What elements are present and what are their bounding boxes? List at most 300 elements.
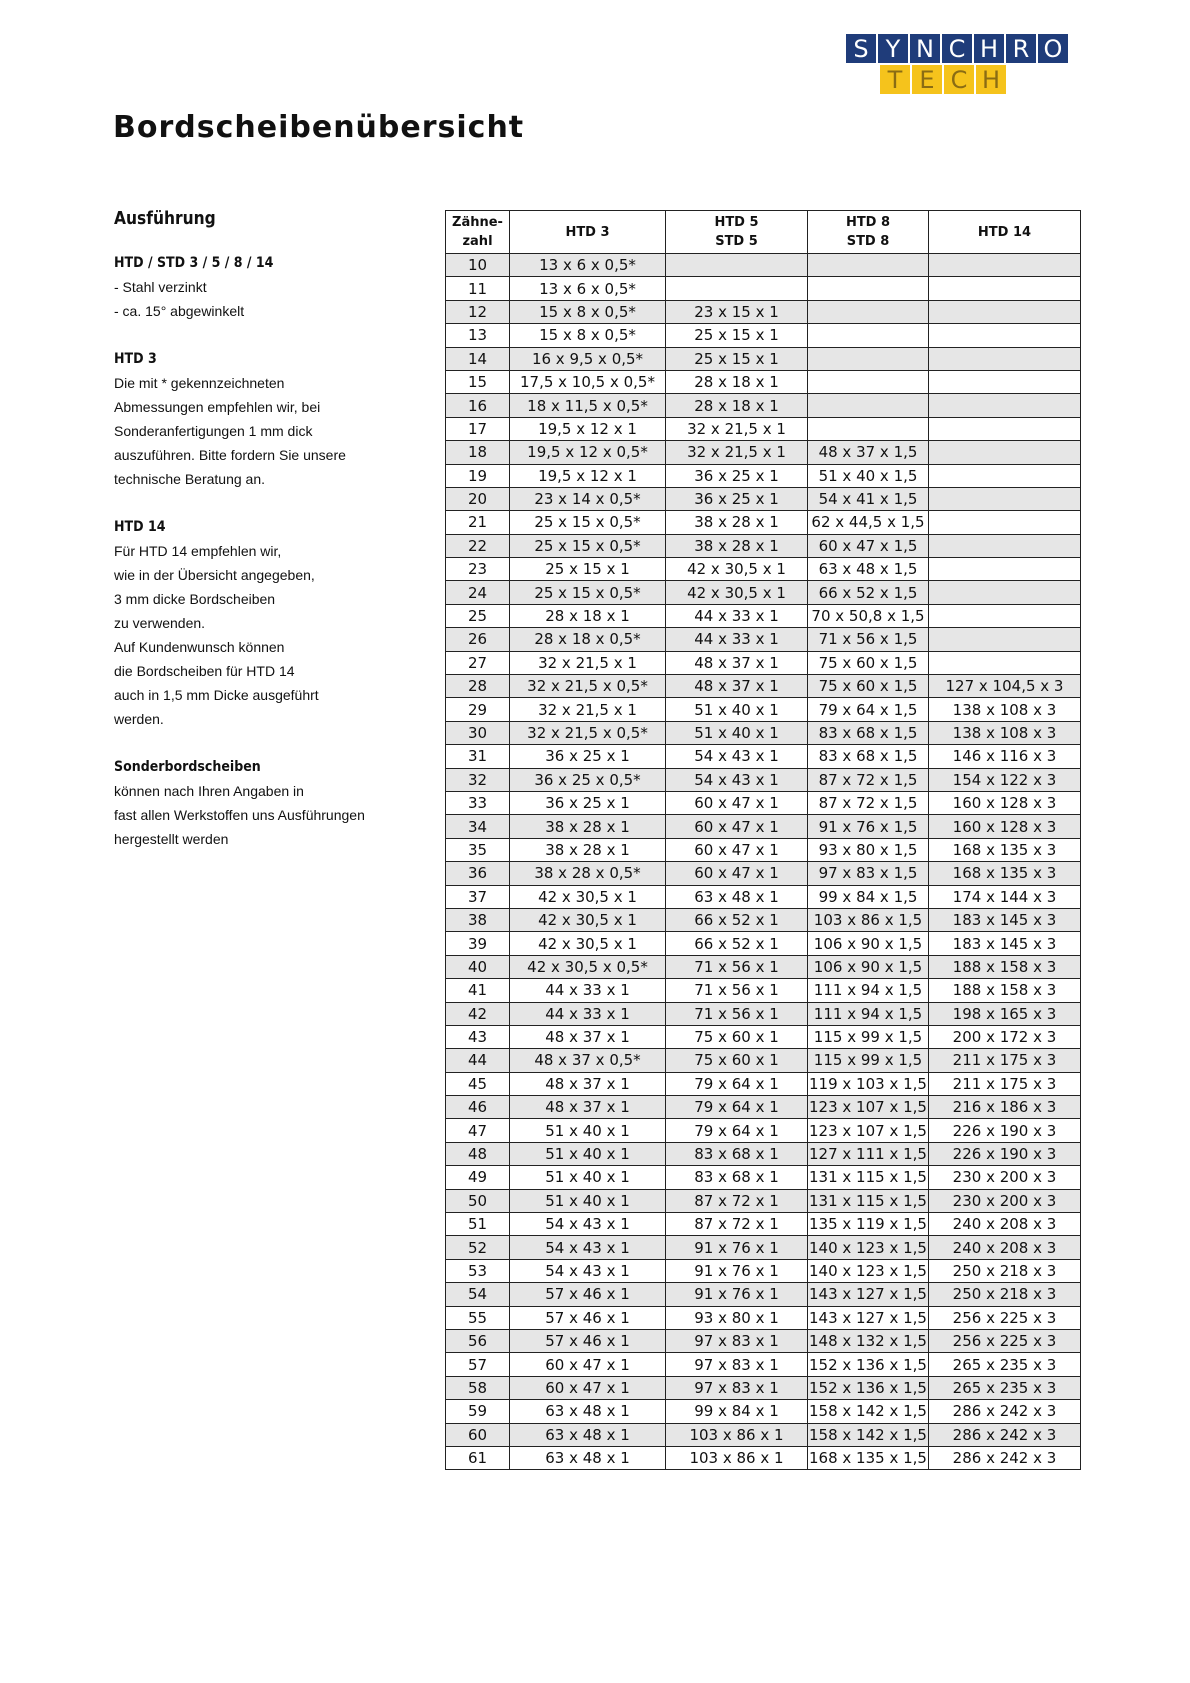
dimension-cell: 25 x 15 x 0,5* bbox=[510, 511, 666, 534]
dimension-cell: 63 x 48 x 1 bbox=[510, 1423, 666, 1446]
table-row bbox=[446, 932, 1081, 955]
table-row bbox=[446, 1423, 1081, 1446]
logo-letter: Y bbox=[878, 34, 908, 63]
dimension-cell: 183 x 145 x 3 bbox=[929, 932, 1081, 955]
dimension-cell: 36 x 25 x 0,5* bbox=[510, 768, 666, 791]
dimension-cell: 79 x 64 x 1,5 bbox=[808, 698, 929, 721]
dimension-cell: 38 x 28 x 1 bbox=[510, 838, 666, 861]
dimension-cell: 60 x 47 x 1 bbox=[510, 1376, 666, 1399]
dimension-cell: 103 x 86 x 1 bbox=[666, 1446, 808, 1469]
teeth-count-cell: 52 bbox=[446, 1236, 510, 1259]
dimension-cell: 23 x 15 x 1 bbox=[666, 300, 808, 323]
table-row bbox=[446, 581, 1081, 604]
dimension-cell: 19,5 x 12 x 1 bbox=[510, 417, 666, 440]
teeth-count-cell: 37 bbox=[446, 885, 510, 908]
dimension-cell bbox=[929, 417, 1081, 440]
section-text-line: - ca. 15° abgewinkelt bbox=[114, 303, 245, 319]
dimension-cell bbox=[929, 324, 1081, 347]
teeth-count-cell: 43 bbox=[446, 1025, 510, 1048]
table-row bbox=[446, 417, 1081, 440]
column-header-line: STD 8 bbox=[846, 234, 890, 249]
teeth-count-cell: 27 bbox=[446, 651, 510, 674]
dimension-cell: 75 x 60 x 1,5 bbox=[808, 651, 929, 674]
dimension-cell bbox=[666, 277, 808, 300]
dimension-cell: 13 x 6 x 0,5* bbox=[510, 254, 666, 277]
dimension-cell: 54 x 41 x 1,5 bbox=[808, 487, 929, 510]
dimension-cell: 106 x 90 x 1,5 bbox=[808, 932, 929, 955]
dimension-cell: 36 x 25 x 1 bbox=[510, 745, 666, 768]
dimension-cell: 256 x 225 x 3 bbox=[929, 1306, 1081, 1329]
dimension-cell: 32 x 21,5 x 1 bbox=[666, 417, 808, 440]
dimension-cell: 32 x 21,5 x 1 bbox=[510, 651, 666, 674]
table-row bbox=[446, 979, 1081, 1002]
dimension-cell: 60 x 47 x 1 bbox=[510, 1353, 666, 1376]
dimension-cell: 211 x 175 x 3 bbox=[929, 1049, 1081, 1072]
column-header bbox=[446, 211, 510, 254]
section-text-line: zu verwenden. bbox=[114, 615, 206, 631]
dimension-cell: 200 x 172 x 3 bbox=[929, 1025, 1081, 1048]
dimension-cell: 44 x 33 x 1 bbox=[666, 628, 808, 651]
dimension-cell: 127 x 111 x 1,5 bbox=[808, 1142, 929, 1165]
dimension-cell: 60 x 47 x 1,5 bbox=[808, 534, 929, 557]
dimension-cell: 216 x 186 x 3 bbox=[929, 1096, 1081, 1119]
teeth-count-cell: 24 bbox=[446, 581, 510, 604]
table-row bbox=[446, 1096, 1081, 1119]
dimension-cell: 66 x 52 x 1 bbox=[666, 908, 808, 931]
teeth-count-cell: 59 bbox=[446, 1400, 510, 1423]
dimension-cell: 79 x 64 x 1 bbox=[666, 1072, 808, 1095]
dimension-cell bbox=[808, 417, 929, 440]
sidebar-section bbox=[114, 251, 414, 323]
table-row bbox=[446, 464, 1081, 487]
dimension-cell: 111 x 94 x 1,5 bbox=[808, 979, 929, 1002]
dimension-cell: 91 x 76 x 1 bbox=[666, 1259, 808, 1282]
dimension-cell: 183 x 145 x 3 bbox=[929, 908, 1081, 931]
section-text-line: auszuführen. Bitte fordern Sie unsere bbox=[114, 447, 346, 463]
table-row bbox=[446, 698, 1081, 721]
dimension-cell bbox=[929, 370, 1081, 393]
dimension-cell bbox=[808, 300, 929, 323]
teeth-count-cell: 25 bbox=[446, 604, 510, 627]
dimension-cell: 158 x 142 x 1,5 bbox=[808, 1400, 929, 1423]
dimension-cell bbox=[929, 604, 1081, 627]
dimension-cell: 158 x 142 x 1,5 bbox=[808, 1423, 929, 1446]
section-text-line: werden. bbox=[114, 711, 164, 727]
dimension-cell: 42 x 30,5 x 0,5* bbox=[510, 955, 666, 978]
teeth-count-cell: 23 bbox=[446, 558, 510, 581]
dimension-cell: 25 x 15 x 1 bbox=[510, 558, 666, 581]
table-row bbox=[446, 558, 1081, 581]
dimension-cell: 51 x 40 x 1 bbox=[510, 1166, 666, 1189]
teeth-count-cell: 54 bbox=[446, 1283, 510, 1306]
dimension-cell bbox=[929, 581, 1081, 604]
sidebar-notes bbox=[114, 206, 414, 875]
section-text-line: Abmessungen empfehlen wir, bei bbox=[114, 399, 321, 415]
dimension-cell: 75 x 60 x 1 bbox=[666, 1049, 808, 1072]
dimension-cell: 168 x 135 x 3 bbox=[929, 862, 1081, 885]
dimension-cell: 19,5 x 12 x 1 bbox=[510, 464, 666, 487]
section-text-line: Auf Kundenwunsch können bbox=[114, 639, 285, 655]
teeth-count-cell: 28 bbox=[446, 675, 510, 698]
table-body bbox=[446, 254, 1081, 1470]
section-text-line: wie in der Übersicht angegeben, bbox=[114, 567, 315, 583]
table-row bbox=[446, 347, 1081, 370]
logo-letter: T bbox=[880, 65, 910, 94]
dimension-cell: 63 x 48 x 1 bbox=[666, 885, 808, 908]
logo-letter: N bbox=[910, 34, 940, 63]
table-header-row bbox=[446, 211, 1081, 254]
dimension-cell: 131 x 115 x 1,5 bbox=[808, 1166, 929, 1189]
table-row bbox=[446, 1283, 1081, 1306]
dimension-cell: 188 x 158 x 3 bbox=[929, 955, 1081, 978]
dimension-cell bbox=[808, 277, 929, 300]
dimension-cell: 54 x 43 x 1 bbox=[510, 1213, 666, 1236]
dimension-cell: 97 x 83 x 1 bbox=[666, 1353, 808, 1376]
column-header bbox=[510, 211, 666, 254]
dimension-cell: 286 x 242 x 3 bbox=[929, 1423, 1081, 1446]
logo-letter: H bbox=[974, 34, 1004, 63]
dimension-cell: 97 x 83 x 1 bbox=[666, 1329, 808, 1352]
teeth-count-cell: 41 bbox=[446, 979, 510, 1002]
table-row bbox=[446, 768, 1081, 791]
dimension-cell: 103 x 86 x 1 bbox=[666, 1423, 808, 1446]
dimension-cell: 286 x 242 x 3 bbox=[929, 1400, 1081, 1423]
dimension-cell: 138 x 108 x 3 bbox=[929, 698, 1081, 721]
section-text-line: Die mit * gekennzeichneten bbox=[114, 375, 285, 391]
dimension-cell: 25 x 15 x 1 bbox=[666, 347, 808, 370]
teeth-count-cell: 29 bbox=[446, 698, 510, 721]
dimension-cell: 42 x 30,5 x 1 bbox=[510, 908, 666, 931]
dimension-cell: 79 x 64 x 1 bbox=[666, 1096, 808, 1119]
section-text-line: hergestellt werden bbox=[114, 831, 229, 847]
dimension-cell: 48 x 37 x 1 bbox=[666, 651, 808, 674]
teeth-count-cell: 44 bbox=[446, 1049, 510, 1072]
dimension-cell: 25 x 15 x 0,5* bbox=[510, 534, 666, 557]
dimension-cell bbox=[929, 487, 1081, 510]
table-row bbox=[446, 324, 1081, 347]
dimension-cell: 48 x 37 x 1 bbox=[510, 1096, 666, 1119]
dimension-cell: 71 x 56 x 1 bbox=[666, 979, 808, 1002]
dimension-cell: 83 x 68 x 1,5 bbox=[808, 721, 929, 744]
dimension-cell: 71 x 56 x 1,5 bbox=[808, 628, 929, 651]
dimension-cell: 57 x 46 x 1 bbox=[510, 1306, 666, 1329]
teeth-count-cell: 22 bbox=[446, 534, 510, 557]
table-row bbox=[446, 1306, 1081, 1329]
column-header-line: HTD 5 bbox=[714, 215, 759, 230]
dimension-cell: 48 x 37 x 0,5* bbox=[510, 1049, 666, 1072]
teeth-count-cell: 55 bbox=[446, 1306, 510, 1329]
section-text-line: technische Beratung an. bbox=[114, 471, 265, 487]
teeth-count-cell: 36 bbox=[446, 862, 510, 885]
dimension-cell: 38 x 28 x 0,5* bbox=[510, 862, 666, 885]
dimension-cell: 143 x 127 x 1,5 bbox=[808, 1283, 929, 1306]
dimension-cell: 256 x 225 x 3 bbox=[929, 1329, 1081, 1352]
synchrotech-logo bbox=[846, 34, 1070, 94]
dimension-cell: 60 x 47 x 1 bbox=[666, 838, 808, 861]
dimension-cell: 119 x 103 x 1,5 bbox=[808, 1072, 929, 1095]
dimension-cell: 198 x 165 x 3 bbox=[929, 1002, 1081, 1025]
section-text-line: können nach Ihren Angaben in bbox=[114, 783, 304, 799]
dimension-cell bbox=[808, 324, 929, 347]
dimension-cell: 87 x 72 x 1 bbox=[666, 1189, 808, 1212]
table-row bbox=[446, 1213, 1081, 1236]
dimension-cell bbox=[929, 651, 1081, 674]
dimension-cell: 54 x 43 x 1 bbox=[666, 768, 808, 791]
teeth-count-cell: 42 bbox=[446, 1002, 510, 1025]
teeth-count-cell: 31 bbox=[446, 745, 510, 768]
dimension-cell: 230 x 200 x 3 bbox=[929, 1189, 1081, 1212]
table-row bbox=[446, 1072, 1081, 1095]
teeth-count-cell: 57 bbox=[446, 1353, 510, 1376]
dimension-cell: 51 x 40 x 1 bbox=[510, 1142, 666, 1165]
dimension-cell: 36 x 25 x 1 bbox=[666, 487, 808, 510]
dimension-cell: 44 x 33 x 1 bbox=[666, 604, 808, 627]
teeth-count-cell: 32 bbox=[446, 768, 510, 791]
column-header bbox=[808, 211, 929, 254]
dimension-cell bbox=[929, 277, 1081, 300]
dimension-cell: 131 x 115 x 1,5 bbox=[808, 1189, 929, 1212]
dimension-cell: 127 x 104,5 x 3 bbox=[929, 675, 1081, 698]
column-header-line: HTD 3 bbox=[565, 224, 610, 240]
table-row bbox=[446, 487, 1081, 510]
section-text-line: fast allen Werkstoffen uns Ausführungen bbox=[114, 807, 365, 823]
table-row bbox=[446, 1400, 1081, 1423]
dimension-cell: 91 x 76 x 1,5 bbox=[808, 815, 929, 838]
dimension-cell: 51 x 40 x 1 bbox=[666, 721, 808, 744]
dimension-cell: 168 x 135 x 1,5 bbox=[808, 1446, 929, 1469]
table-row bbox=[446, 1329, 1081, 1352]
column-header-line: Zähne- bbox=[452, 215, 503, 230]
dimension-cell: 23 x 14 x 0,5* bbox=[510, 487, 666, 510]
table-row bbox=[446, 908, 1081, 931]
dimension-cell bbox=[808, 370, 929, 393]
column-header-line: STD 5 bbox=[715, 234, 758, 249]
section-title: HTD 14 bbox=[114, 519, 166, 535]
dimension-cell bbox=[929, 628, 1081, 651]
section-text-line: Für HTD 14 empfehlen wir, bbox=[114, 543, 282, 559]
table-container bbox=[445, 210, 1081, 1470]
teeth-count-cell: 35 bbox=[446, 838, 510, 861]
teeth-count-cell: 10 bbox=[446, 254, 510, 277]
dimension-cell: 79 x 64 x 1 bbox=[666, 1119, 808, 1142]
dimension-cell: 60 x 47 x 1 bbox=[666, 791, 808, 814]
table-row bbox=[446, 441, 1081, 464]
table-row bbox=[446, 815, 1081, 838]
section-text-line: - Stahl verzinkt bbox=[114, 279, 207, 295]
teeth-count-cell: 21 bbox=[446, 511, 510, 534]
dimension-cell: 140 x 123 x 1,5 bbox=[808, 1259, 929, 1282]
dimension-cell: 87 x 72 x 1 bbox=[666, 1213, 808, 1236]
sidebar-section bbox=[114, 347, 414, 491]
teeth-count-cell: 14 bbox=[446, 347, 510, 370]
dimension-cell: 42 x 30,5 x 1 bbox=[510, 885, 666, 908]
dimension-cell bbox=[929, 347, 1081, 370]
column-header-line: HTD 14 bbox=[977, 224, 1032, 240]
dimension-cell: 71 x 56 x 1 bbox=[666, 1002, 808, 1025]
table-row bbox=[446, 1236, 1081, 1259]
dimension-cell: 146 x 116 x 3 bbox=[929, 745, 1081, 768]
teeth-count-cell: 53 bbox=[446, 1259, 510, 1282]
dimension-cell: 97 x 83 x 1,5 bbox=[808, 862, 929, 885]
table-row bbox=[446, 1049, 1081, 1072]
teeth-count-cell: 47 bbox=[446, 1119, 510, 1142]
dimension-cell: 226 x 190 x 3 bbox=[929, 1119, 1081, 1142]
dimension-cell: 250 x 218 x 3 bbox=[929, 1283, 1081, 1306]
dimension-cell: 18 x 11,5 x 0,5* bbox=[510, 394, 666, 417]
teeth-count-cell: 11 bbox=[446, 277, 510, 300]
dimension-cell: 240 x 208 x 3 bbox=[929, 1213, 1081, 1236]
dimension-cell: 36 x 25 x 1 bbox=[510, 791, 666, 814]
table-row bbox=[446, 651, 1081, 674]
dimension-cell: 60 x 47 x 1 bbox=[666, 862, 808, 885]
teeth-count-cell: 26 bbox=[446, 628, 510, 651]
teeth-count-cell: 33 bbox=[446, 791, 510, 814]
dimension-cell: 160 x 128 x 3 bbox=[929, 815, 1081, 838]
dimension-cell: 42 x 30,5 x 1 bbox=[510, 932, 666, 955]
dimension-cell: 152 x 136 x 1,5 bbox=[808, 1353, 929, 1376]
flange-table bbox=[445, 210, 1081, 1470]
table-row bbox=[446, 885, 1081, 908]
section-text-line: Sonderanfertigungen 1 mm dick bbox=[114, 423, 313, 439]
teeth-count-cell: 51 bbox=[446, 1213, 510, 1236]
dimension-cell: 115 x 99 x 1,5 bbox=[808, 1049, 929, 1072]
sidebar-section bbox=[114, 515, 414, 731]
dimension-cell: 48 x 37 x 1,5 bbox=[808, 441, 929, 464]
dimension-cell: 174 x 144 x 3 bbox=[929, 885, 1081, 908]
dimension-cell: 66 x 52 x 1,5 bbox=[808, 581, 929, 604]
teeth-count-cell: 39 bbox=[446, 932, 510, 955]
dimension-cell: 87 x 72 x 1,5 bbox=[808, 791, 929, 814]
column-header bbox=[929, 211, 1081, 254]
dimension-cell: 75 x 60 x 1,5 bbox=[808, 675, 929, 698]
teeth-count-cell: 40 bbox=[446, 955, 510, 978]
teeth-count-cell: 20 bbox=[446, 487, 510, 510]
table-row bbox=[446, 1376, 1081, 1399]
teeth-count-cell: 60 bbox=[446, 1423, 510, 1446]
dimension-cell bbox=[929, 558, 1081, 581]
table-row bbox=[446, 534, 1081, 557]
dimension-cell: 38 x 28 x 1 bbox=[666, 534, 808, 557]
dimension-cell: 54 x 43 x 1 bbox=[510, 1236, 666, 1259]
dimension-cell: 143 x 127 x 1,5 bbox=[808, 1306, 929, 1329]
table-row bbox=[446, 721, 1081, 744]
dimension-cell: 83 x 68 x 1 bbox=[666, 1166, 808, 1189]
dimension-cell: 54 x 43 x 1 bbox=[666, 745, 808, 768]
table-row bbox=[446, 254, 1081, 277]
dimension-cell bbox=[929, 441, 1081, 464]
dimension-cell: 152 x 136 x 1,5 bbox=[808, 1376, 929, 1399]
table-row bbox=[446, 1259, 1081, 1282]
dimension-cell: 87 x 72 x 1,5 bbox=[808, 768, 929, 791]
teeth-count-cell: 46 bbox=[446, 1096, 510, 1119]
dimension-cell: 32 x 21,5 x 0,5* bbox=[510, 675, 666, 698]
logo-letter: E bbox=[912, 65, 942, 94]
logo-bottom-row bbox=[880, 65, 1070, 94]
dimension-cell: 71 x 56 x 1 bbox=[666, 955, 808, 978]
dimension-cell: 36 x 25 x 1 bbox=[666, 464, 808, 487]
dimension-cell: 19,5 x 12 x 0,5* bbox=[510, 441, 666, 464]
table-row bbox=[446, 1189, 1081, 1212]
sidebar-section bbox=[114, 755, 414, 851]
dimension-cell bbox=[808, 347, 929, 370]
teeth-count-cell: 13 bbox=[446, 324, 510, 347]
dimension-cell: 123 x 107 x 1,5 bbox=[808, 1096, 929, 1119]
table-row bbox=[446, 675, 1081, 698]
teeth-count-cell: 49 bbox=[446, 1166, 510, 1189]
logo-letter: C bbox=[944, 65, 974, 94]
table-row bbox=[446, 1025, 1081, 1048]
dimension-cell: 63 x 48 x 1 bbox=[510, 1400, 666, 1423]
teeth-count-cell: 15 bbox=[446, 370, 510, 393]
dimension-cell: 15 x 8 x 0,5* bbox=[510, 300, 666, 323]
section-title: HTD 3 bbox=[114, 351, 157, 367]
dimension-cell: 70 x 50,8 x 1,5 bbox=[808, 604, 929, 627]
dimension-cell: 16 x 9,5 x 0,5* bbox=[510, 347, 666, 370]
dimension-cell: 135 x 119 x 1,5 bbox=[808, 1213, 929, 1236]
dimension-cell: 48 x 37 x 1 bbox=[666, 675, 808, 698]
dimension-cell: 15 x 8 x 0,5* bbox=[510, 324, 666, 347]
dimension-cell: 57 x 46 x 1 bbox=[510, 1329, 666, 1352]
dimension-cell: 211 x 175 x 3 bbox=[929, 1072, 1081, 1095]
section-title: HTD / STD 3 / 5 / 8 / 14 bbox=[114, 255, 274, 271]
dimension-cell: 123 x 107 x 1,5 bbox=[808, 1119, 929, 1142]
dimension-cell bbox=[929, 464, 1081, 487]
teeth-count-cell: 16 bbox=[446, 394, 510, 417]
teeth-count-cell: 34 bbox=[446, 815, 510, 838]
dimension-cell: 60 x 47 x 1 bbox=[666, 815, 808, 838]
dimension-cell bbox=[929, 254, 1081, 277]
sidebar-sections bbox=[114, 251, 414, 851]
dimension-cell: 138 x 108 x 3 bbox=[929, 721, 1081, 744]
dimension-cell bbox=[929, 394, 1081, 417]
dimension-cell: 168 x 135 x 3 bbox=[929, 838, 1081, 861]
dimension-cell: 148 x 132 x 1,5 bbox=[808, 1329, 929, 1352]
dimension-cell: 51 x 40 x 1 bbox=[666, 698, 808, 721]
dimension-cell: 48 x 37 x 1 bbox=[510, 1025, 666, 1048]
logo-top-row bbox=[846, 34, 1070, 63]
dimension-cell: 17,5 x 10,5 x 0,5* bbox=[510, 370, 666, 393]
dimension-cell: 54 x 43 x 1 bbox=[510, 1259, 666, 1282]
teeth-count-cell: 61 bbox=[446, 1446, 510, 1469]
teeth-count-cell: 38 bbox=[446, 908, 510, 931]
dimension-cell: 28 x 18 x 1 bbox=[666, 370, 808, 393]
table-row bbox=[446, 745, 1081, 768]
logo-letter: H bbox=[976, 65, 1006, 94]
dimension-cell: 154 x 122 x 3 bbox=[929, 768, 1081, 791]
dimension-cell: 75 x 60 x 1 bbox=[666, 1025, 808, 1048]
dimension-cell: 91 x 76 x 1 bbox=[666, 1283, 808, 1306]
dimension-cell: 44 x 33 x 1 bbox=[510, 1002, 666, 1025]
dimension-cell: 188 x 158 x 3 bbox=[929, 979, 1081, 1002]
dimension-cell: 160 x 128 x 3 bbox=[929, 791, 1081, 814]
dimension-cell: 28 x 18 x 0,5* bbox=[510, 628, 666, 651]
table-row bbox=[446, 604, 1081, 627]
dimension-cell: 51 x 40 x 1 bbox=[510, 1189, 666, 1212]
dimension-cell: 115 x 99 x 1,5 bbox=[808, 1025, 929, 1048]
dimension-cell: 93 x 80 x 1,5 bbox=[808, 838, 929, 861]
table-row bbox=[446, 1002, 1081, 1025]
dimension-cell: 32 x 21,5 x 1 bbox=[510, 698, 666, 721]
teeth-count-cell: 12 bbox=[446, 300, 510, 323]
table-row bbox=[446, 791, 1081, 814]
section-text-line: die Bordscheiben für HTD 14 bbox=[114, 663, 295, 679]
sidebar-heading: Ausführung bbox=[114, 208, 216, 229]
teeth-count-cell: 30 bbox=[446, 721, 510, 744]
table-row bbox=[446, 628, 1081, 651]
table-row bbox=[446, 277, 1081, 300]
dimension-cell: 106 x 90 x 1,5 bbox=[808, 955, 929, 978]
dimension-cell: 38 x 28 x 1 bbox=[510, 815, 666, 838]
